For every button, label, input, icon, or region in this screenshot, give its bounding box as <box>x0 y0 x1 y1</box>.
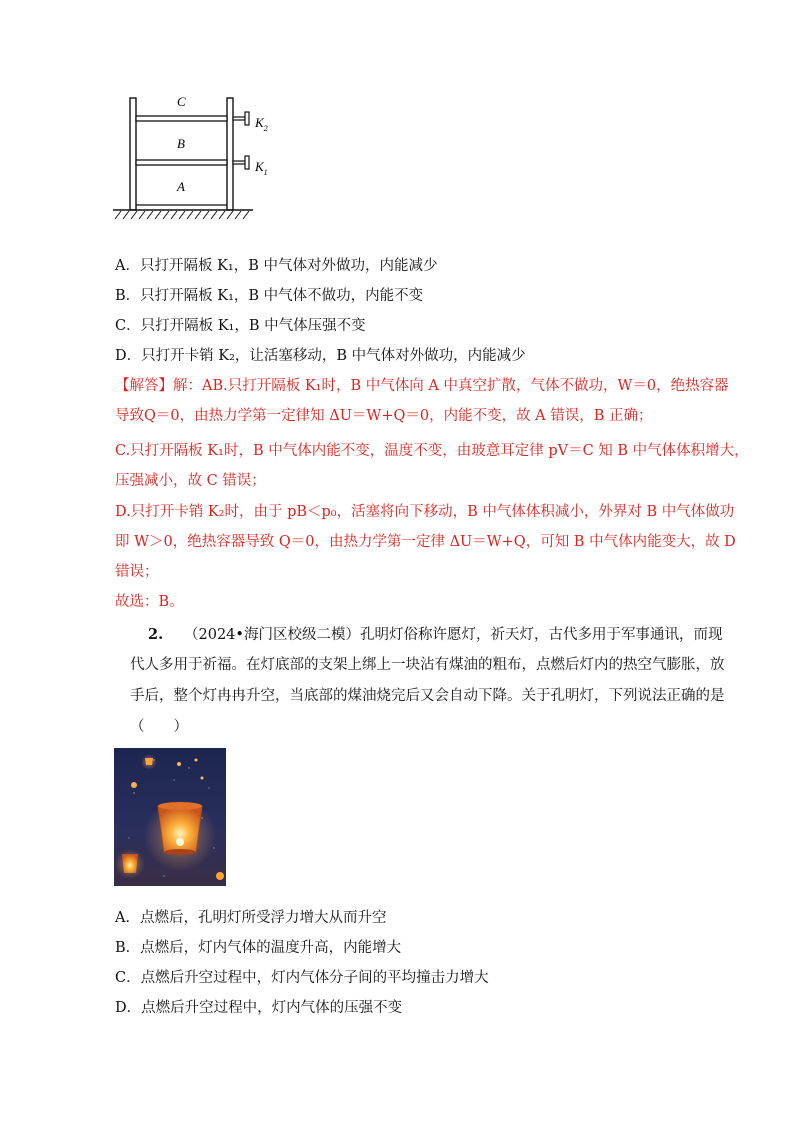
question-2-line-2: 代人多用于祈福。在灯底部的支架上绑上一块沾有煤油的粗布，点燃后灯内的热空气膨胀，放 <box>130 657 725 673</box>
answer-line-1: 【解答】解：AB.只打开隔板 K₁时，B 中气体向 A 中真空扩散，气体不做功，W＝0，绝热容器 <box>115 378 729 394</box>
answer-line-6: 即 W＞0，绝热容器导致 Q＝0，由热力学第一定律 ΔU＝W+Q，可知 B 中气体内能变大，故 D <box>115 534 736 550</box>
q1-option-a: A．只打开隔板 K₁，B 中气体对外做功，内能减少 <box>115 258 438 274</box>
q2-option-b: B．点燃后，灯内气体的温度升高，内能增大 <box>115 940 402 956</box>
question-2-line-4: （ ） <box>130 719 188 735</box>
container-diagram <box>105 92 285 227</box>
answer-line-4: 压强减小，故 C 错误； <box>115 473 266 489</box>
q2-option-c: C．点燃后升空过程中，灯内气体分子间的平均撞击力增大 <box>115 970 489 986</box>
k2-label: $K_2$ <box>255 115 268 133</box>
q1-option-d: D．只打开卡销 K₂，让活塞移动，B 中气体对外做功，内能减少 <box>115 348 526 364</box>
answer-line-8: 故选：B。 <box>115 594 184 610</box>
k1-label: $K_1$ <box>255 159 268 177</box>
region-c-label: C <box>177 94 186 109</box>
answer-line-3: C.只打开隔板 K₁时，B 中气体内能不变，温度不变，由玻意耳定律 pV＝C 知 B 中气体体积增大， <box>115 443 749 459</box>
question-2-number: 2. <box>148 626 164 643</box>
answer-line-7: 错误； <box>115 564 159 580</box>
answer-line-2: 导致Q＝0，由热力学第一定律知 ΔU＝W+Q＝0，内能不变，故 A 错误，B 正确； <box>115 408 653 424</box>
question-2-line-3: 手后，整个灯冉冉升空，当底部的煤油烧完后又会自动下降。关于孔明灯，下列说法正确的是 <box>130 688 725 704</box>
region-b-label: B <box>177 136 185 151</box>
answer-line-5: D.只打开卡销 K₂时，由于 pB＜p₀，活塞将向下移动，B 中气体体积减小，外界对 B 中气体做功 <box>115 504 735 520</box>
q2-option-a: A．点燃后，孔明灯所受浮力增大从而升空 <box>115 910 387 926</box>
q1-option-b: B．只打开隔板 K₁，B 中气体不做功，内能不变 <box>115 288 424 304</box>
sky-lantern-photo <box>114 748 226 886</box>
question-2-line-1: （2024•海门区校级二模）孔明灯俗称许愿灯，祈天灯，古代多用于军事通讯，而现 <box>184 627 723 643</box>
region-a-label: A <box>177 179 185 194</box>
q2-option-d: D．点燃后升空过程中，灯内气体的压强不变 <box>115 1000 403 1016</box>
q1-option-c: C．只打开隔板 K₁，B 中气体压强不变 <box>115 318 366 334</box>
